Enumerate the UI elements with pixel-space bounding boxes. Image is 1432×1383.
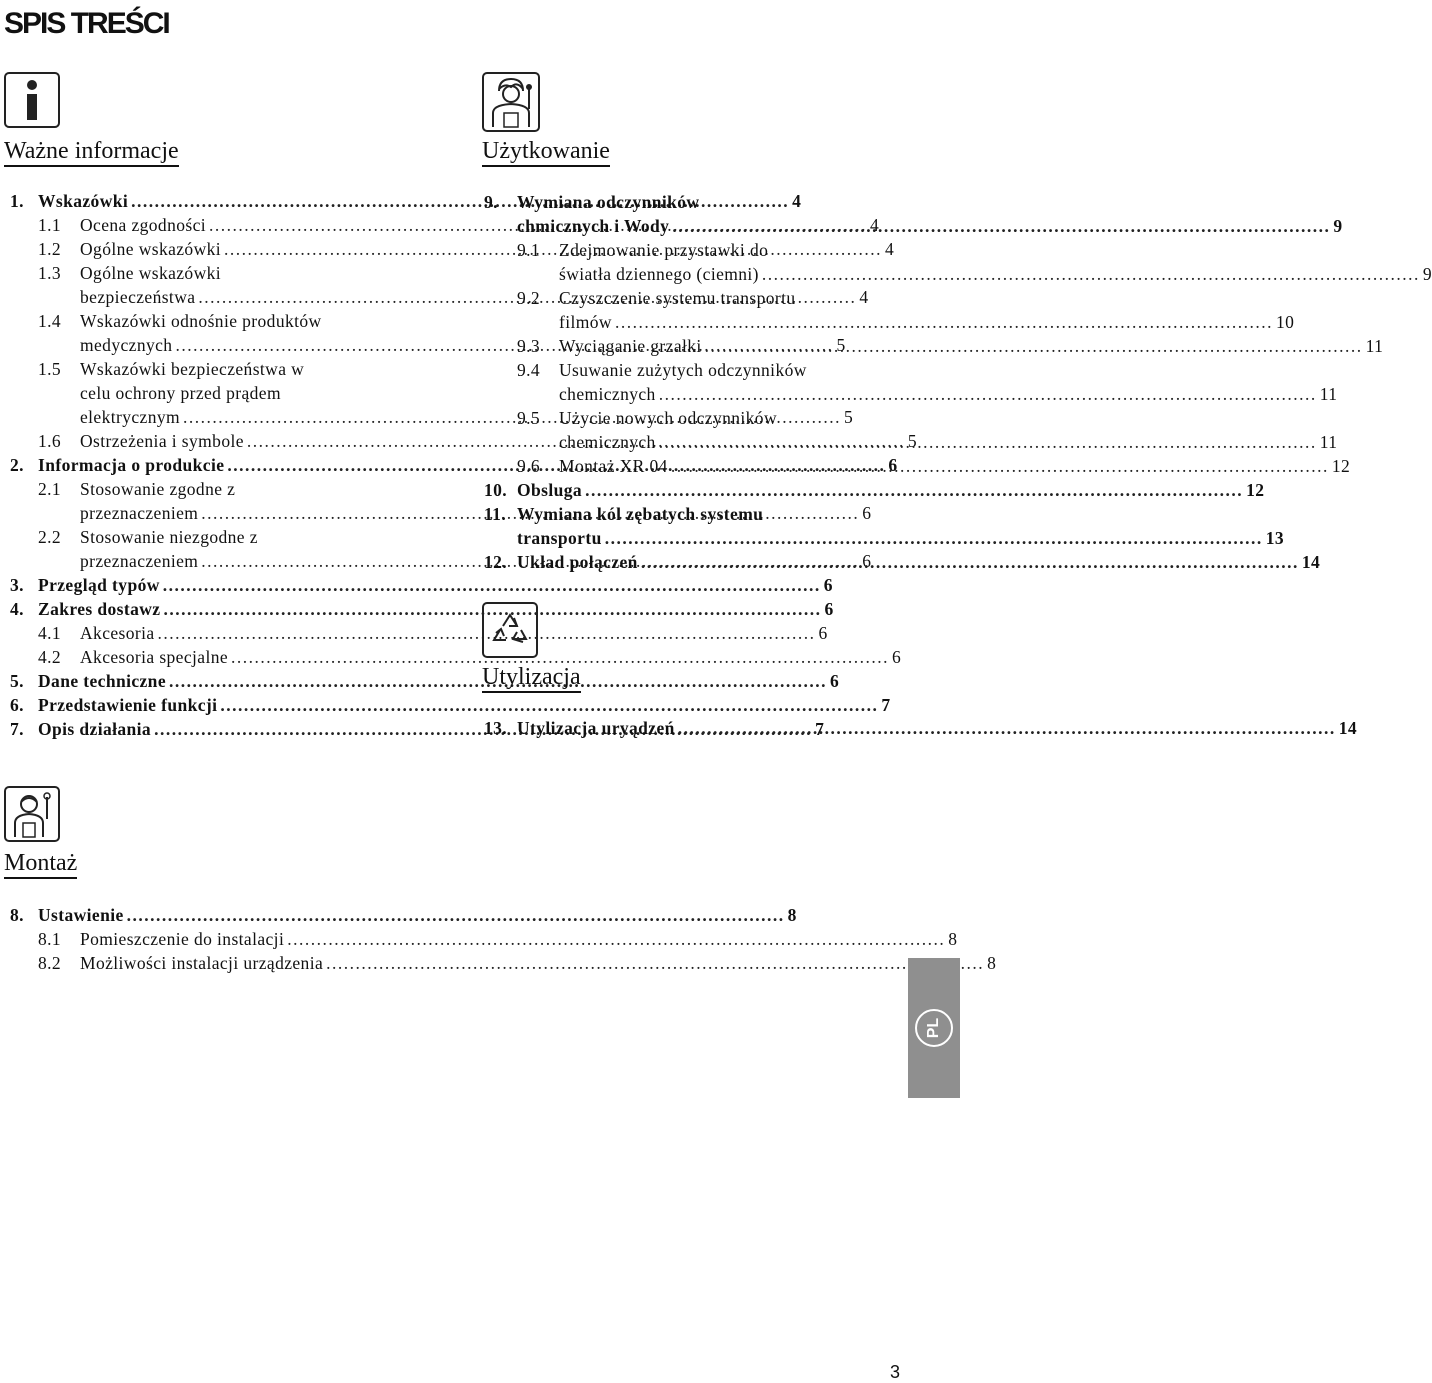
toc-entry: [10, 927, 958, 951]
recycle-icon: [482, 602, 538, 658]
toc-entry-label: chmicznych i Wody: [517, 216, 670, 236]
toc-entry-label: Montaż XR 04: [559, 456, 668, 476]
toc-entry-number: 5.: [10, 671, 24, 691]
toc-entry-label: Opis działania: [38, 719, 152, 739]
toc-entry-number: 9.4: [517, 360, 541, 380]
technician-icon: [4, 786, 60, 842]
section-uzytkowanie: [482, 72, 610, 166]
toc-entry: [10, 597, 834, 621]
toc-entry: [484, 430, 1338, 454]
toc-entry: [484, 550, 1321, 574]
toc-entry-label: elektrycznym: [80, 407, 181, 427]
toc-entry-number: 1.6: [38, 431, 62, 451]
toc-entry-number: 1.: [10, 191, 24, 211]
toc-entry-number: 2.2: [38, 527, 62, 547]
toc-entry: [484, 214, 1343, 238]
toc-entry-page: 14: [1338, 718, 1358, 738]
toc-entry-page: 11: [1365, 336, 1384, 356]
toc-entry-page: 14: [1301, 552, 1321, 572]
toc-entry-label: Możliwości instalacji urządzenia: [80, 953, 324, 973]
toc-entry-label: Czyszczenie systemu transportu: [559, 288, 796, 308]
toc-entry-label: Układ połączeń: [517, 552, 638, 572]
toc-leader-dots: [585, 478, 1243, 502]
toc-entry: [10, 951, 997, 975]
toc-entry-page: 13: [1265, 528, 1285, 548]
toc-entry: [484, 382, 1338, 406]
toc-entry-number: 1.2: [38, 239, 62, 259]
toc-entry-number: 11.: [484, 504, 507, 524]
toc-uzytkowanie: [484, 190, 1432, 574]
toc-leader-dots: [615, 310, 1273, 334]
toc-entry-number: 1.1: [38, 215, 62, 235]
toc-entry-page: 6: [830, 671, 840, 691]
toc-entry-label: Pomieszczenie do instalacji: [80, 929, 285, 949]
section-heading: Utylizacja: [482, 662, 581, 692]
toc-entry: [484, 238, 900, 262]
toc-entry-number: 9.: [484, 192, 498, 212]
toc-entry-label: Utylizacja uryądzeń: [517, 718, 675, 738]
toc-entry-page: 8: [948, 929, 958, 949]
toc-entry-page: 4: [870, 215, 880, 235]
toc-entry-label: Stosowanie niezgodne z: [80, 527, 258, 547]
toc-entry-label: Przegląd typów: [38, 575, 160, 595]
toc-entry-number: 9.1: [517, 240, 541, 260]
toc-entry-page: 8: [987, 953, 997, 973]
toc-entry: [484, 454, 1351, 478]
section-utylizacja: [482, 602, 581, 692]
toc-entry-number: 2.1: [38, 479, 62, 499]
toc-entry-label: Wskazówki: [38, 191, 129, 211]
toc-leader-dots: [287, 927, 945, 951]
toc-entry-number: 8.1: [38, 929, 62, 949]
toc-entry-page: 9: [1422, 264, 1432, 284]
toc-entry-number: 12.: [484, 552, 508, 572]
toc-leader-dots: [605, 526, 1263, 550]
toc-entry-label: Ustawienie: [38, 905, 124, 925]
operator-icon: [482, 72, 540, 132]
toc-entry-number: 9.5: [517, 408, 541, 428]
toc-entry-label: Wskazówki odnośnie produktów: [80, 311, 322, 331]
page-title: SPIS TREŚCI: [4, 7, 169, 40]
toc-montaz: [10, 903, 997, 975]
toc-entry-page: 11: [1319, 432, 1338, 452]
toc-entry: [10, 621, 828, 645]
toc-entry-number: 2.: [10, 455, 24, 475]
toc-entry-label: Obsluga: [517, 480, 583, 500]
toc-entry: [10, 645, 902, 669]
toc-entry-number: 1.3: [38, 263, 62, 283]
toc-entry-page: 6: [862, 503, 872, 523]
toc-entry-label: przeznaczeniem: [80, 551, 199, 571]
toc-entry-number: 7.: [10, 719, 24, 739]
toc-entry-label: filmów: [559, 312, 612, 332]
section-heading: Użytkowanie: [482, 136, 610, 166]
toc-entry: [484, 478, 1265, 502]
toc-entry: [10, 573, 833, 597]
toc-entry: [10, 477, 422, 501]
toc-entry-page: 7: [881, 695, 891, 715]
toc-entry: [10, 261, 422, 285]
toc-entry-label: Informacja o produkcie: [38, 455, 225, 475]
toc-entry-label: przeznaczeniem: [80, 503, 199, 523]
toc-entry-page: 6: [824, 599, 834, 619]
toc-entry: [10, 309, 422, 333]
toc-entry-page: 10: [1275, 312, 1295, 332]
toc-entry: [484, 334, 1384, 358]
toc-entry-page: 9: [1333, 216, 1343, 236]
toc-entry: [10, 903, 797, 927]
toc-entry: [10, 525, 422, 549]
toc-entry-number: 9.3: [517, 336, 541, 356]
section-montaz: [4, 786, 77, 878]
toc-entry-page: 7: [815, 719, 825, 739]
toc-entry-label: Ocena zgodności: [80, 215, 207, 235]
toc-leader-dots: [762, 262, 1420, 286]
toc-entry-number: 13.: [484, 718, 508, 738]
toc-entry-label: medycznych: [80, 335, 173, 355]
toc-entry: [484, 310, 1295, 334]
toc-entry-number: 4.1: [38, 623, 62, 643]
toc-entry: [484, 502, 900, 526]
toc-entry-number: 1.4: [38, 311, 62, 331]
toc-entry-label: celu ochrony przed prądem: [80, 383, 281, 403]
toc-entry-number: 10.: [484, 480, 508, 500]
toc-entry-page: 12: [1246, 480, 1265, 500]
toc-entry-label: chemicznych: [559, 432, 656, 452]
toc-entry-label: chemicznych: [559, 384, 656, 404]
toc-entry-page: 6: [888, 455, 898, 475]
toc-entry-number: 4.: [10, 599, 24, 619]
info-icon: [4, 72, 60, 128]
toc-entry-label: światła dziennego (ciemni): [559, 264, 759, 284]
toc-entry-page: 8: [787, 905, 797, 925]
toc-entry-page: 5: [844, 407, 854, 427]
toc-entry-label: Wymiana odczynników: [517, 192, 700, 212]
toc-entry-label: Stosowanie zgodne z: [80, 479, 236, 499]
toc-leader-dots: [659, 382, 1317, 406]
toc-entry-label: Akcesoria specjalne: [80, 647, 229, 667]
toc-entry: [484, 406, 900, 430]
toc-entry-number: 9.6: [517, 456, 541, 476]
toc-entry-label: Ostrzeżenia i symbole: [80, 431, 244, 451]
section-heading: Ważne informacje: [4, 136, 179, 166]
toc-entry-label: Ogólne wskazówki: [80, 239, 222, 259]
toc-leader-dots: [641, 550, 1299, 574]
toc-entry: [484, 716, 1358, 740]
language-label: PL: [915, 1009, 953, 1047]
toc-entry: [484, 358, 900, 382]
toc-entry-label: Wyciąganie grzałki: [559, 336, 702, 356]
toc-utylizacja: [484, 716, 1358, 740]
toc-entry-label: Zdejmowanie przystawki do: [559, 240, 769, 260]
toc-entry-page: 11: [1319, 384, 1338, 404]
toc-entry-page: 4: [885, 239, 895, 259]
toc-entry-label: Zakres dostawz: [38, 599, 161, 619]
toc-entry-label: Akcesoria: [80, 623, 155, 643]
toc-leader-dots: [671, 454, 1329, 478]
toc-entry-page: 12: [1331, 456, 1351, 476]
language-tab: [908, 958, 960, 1098]
toc-entry-label: Usuwanie zużytych odczynników: [559, 360, 807, 380]
toc-leader-dots: [163, 573, 821, 597]
toc-entry-number: 6.: [10, 695, 24, 715]
toc-entry-page: 4: [859, 287, 869, 307]
toc-entry-page: 6: [823, 575, 833, 595]
section-heading: Montaż: [4, 848, 77, 878]
toc-entry-number: 1.5: [38, 359, 62, 379]
toc-entry-page: 5: [907, 431, 918, 451]
toc-leader-dots: [659, 430, 1317, 454]
toc-entry: [10, 693, 891, 717]
toc-entry-page: 6: [892, 647, 902, 667]
toc-entry: [484, 262, 1432, 286]
toc-entry-label: Wymiana kól zębatych systemu: [517, 504, 764, 524]
toc-entry-number: 9.2: [517, 288, 541, 308]
toc-entry-label: transportu: [517, 528, 602, 548]
toc-entry-label: bezpieczeństwa: [80, 287, 196, 307]
toc-entry-number: 8.2: [38, 953, 62, 973]
toc-entry-page: 6: [862, 551, 872, 571]
toc-entry-label: Użycie nowych odczynników: [559, 408, 777, 428]
toc-entry-label: Ogólne wskazówki: [80, 263, 222, 283]
toc-entry-label: Wskazówki bezpieczeństwa w: [80, 359, 305, 379]
toc-leader-dots: [705, 334, 1363, 358]
toc-leader-dots: [326, 951, 984, 975]
toc-entry-number: 4.2: [38, 647, 62, 667]
toc-leader-dots: [127, 903, 785, 927]
toc-leader-dots: [220, 693, 878, 717]
toc-entry: [484, 286, 900, 310]
toc-leader-dots: [672, 214, 1330, 238]
toc-entry: [484, 190, 900, 214]
toc-entry-page: 6: [818, 623, 828, 643]
toc-entry-label: Przedstawienie funkcji: [38, 695, 218, 715]
section-wazne: [4, 72, 179, 166]
toc-entry: [10, 357, 422, 381]
page-number: 3: [890, 1362, 901, 1382]
toc-entry: [10, 381, 422, 405]
toc-leader-dots: [678, 716, 1336, 740]
toc-entry-label: Dane techniczne: [38, 671, 166, 691]
toc-entry-page: 5: [836, 335, 846, 355]
toc-entry: [484, 526, 1285, 550]
toc-entry-page: 4: [792, 191, 802, 211]
toc-entry-number: 8.: [10, 905, 24, 925]
toc-entry-number: 3.: [10, 575, 24, 595]
